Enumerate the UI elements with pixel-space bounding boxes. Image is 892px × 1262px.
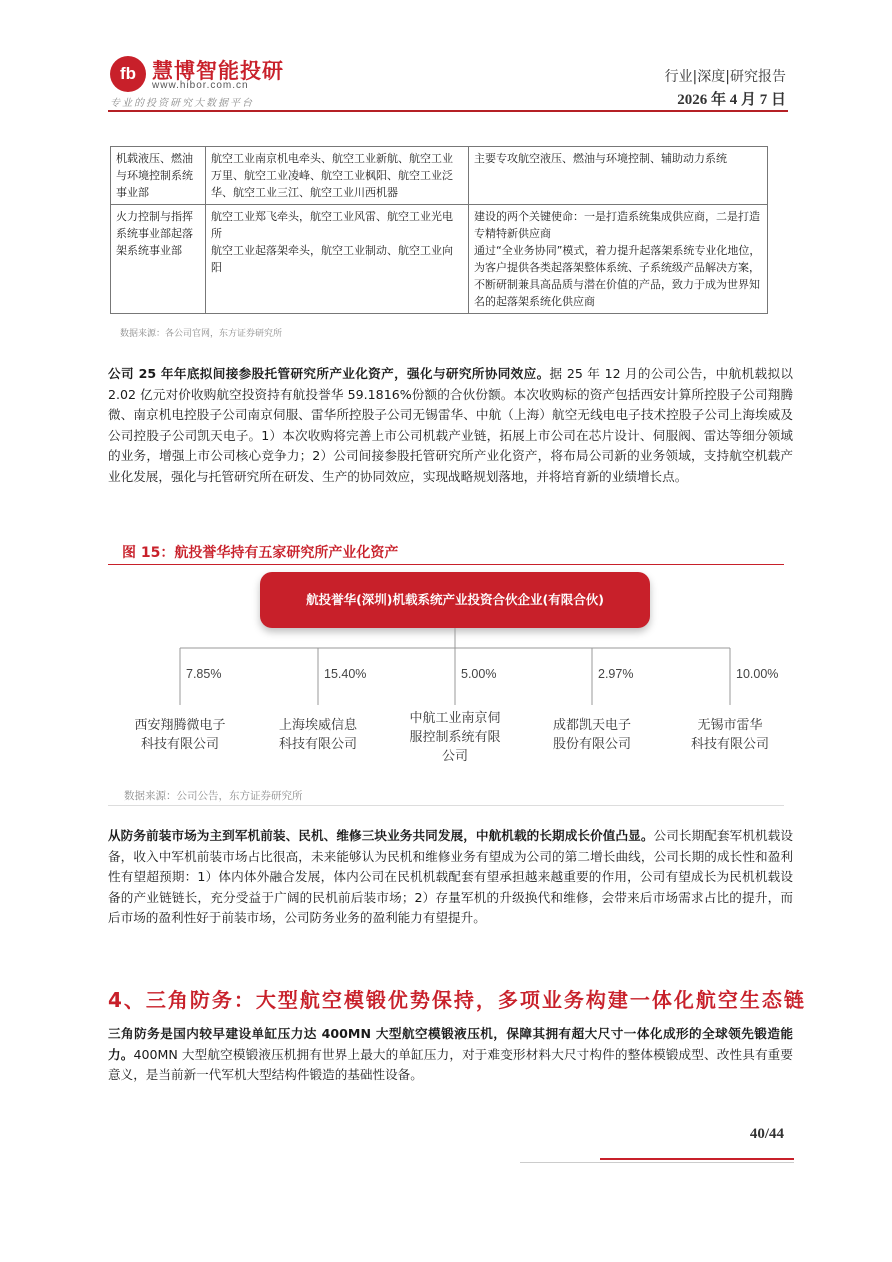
table-source: 数据来源：各公司官网，东方证券研究所 [120,329,283,339]
paragraph-lead: 公司 25 年年底拟间接参股托管研究所产业化资产，强化与研究所协同效应。 [108,366,550,381]
figure-source: 数据来源：公司公告，东方证券研究所 [124,790,303,802]
stake-percent: 7.85% [186,667,222,681]
subsidiary-name: 成都凯天电子 股份有限公司 [552,718,631,752]
mission-cell: 主要专攻航空液压、燃油与环境控制、辅助动力系统 [469,147,768,205]
subsidiary-name: 中航工业南京伺 服控制系统有限 公司 [409,711,501,764]
division-cell: 机载液压、燃油与环境控制系统事业部 [111,147,206,205]
parent-entity-box: 航投誉华(深圳)机载系统产业投资合伙企业(有限合伙) [260,572,650,628]
figure-title: 图 15：航投誉华持有五家研究所产业化资产 [122,545,399,561]
logo-slogan: 专业的投资研究大数据平台 [110,98,254,109]
stake-percent: 15.40% [324,667,367,681]
subsidiary-name: 上海埃威信息 科技有限公司 [278,718,357,752]
figure-bottom-rule [108,805,784,806]
stake-percent: 2.97% [598,667,634,681]
logo-url: www.hibor.com.cn [152,80,249,91]
report-date: 2026 年 4 月 7 日 [677,92,786,108]
paragraph-growth [108,826,793,929]
paragraph-body: 400MN 大型航空模锻液压机拥有世界上最大的单缸压力，对于难变形材料大尺寸构件的整体模锻成型、改性具有重要意义，是当前新一代军机大型结构件锻造的基础性设备。 [108,1046,794,1083]
division-cell: 火力控制与指挥系统事业部起落架系统事业部 [111,205,206,314]
paragraph-forging [108,1024,793,1086]
paragraph-lead: 从防务前装市场为主到军机前装、民机、维修三块业务共同发展，中航机载的长期成长价值凸显。 [108,828,654,843]
mission-cell: 建设的两个关键使命：一是打造系统集成供应商，二是打造专精特新供应商 通过“全业务协同”模式，着力提升起落架系统专业化地位，为客户提供各类起落架整体系统、子系统级产品解决方案，不断研制兼具高品质与潜在价值的产品，致力于成为世界知名的起落架系统化供应商 [469,205,768,314]
stake-percent: 5.00% [461,667,497,681]
stake-percent: 10.00% [736,667,779,681]
paragraph-lead: 三角防务是国内较早建设单缸压力达 400MN 大型航空模锻液压机，保障其拥有超大尺寸一体化成形的全球领先锻造能力。 [108,1026,793,1062]
section-heading: 4、三角防务：大型航空模锻优势保持，多项业务构建一体化航空生态链 [108,988,806,1012]
report-type: 行业|深度|研究报告 [664,69,786,85]
subsidiary-name: 无锡市雷华 科技有限公司 [690,718,769,752]
footer-accent-rule [600,1158,794,1160]
logo-name: 慧博智能投研 [152,59,284,83]
subsidiary-name: 西安翔腾微电子 科技有限公司 [134,718,226,752]
companies-cell: 航空工业郑飞牵头，航空工业风雷、航空工业光电所 航空工业起落架牵头，航空工业制动、航空工业向阳 [206,205,469,314]
companies-cell: 航空工业南京机电牵头、航空工业新航、航空工业万里、航空工业凌峰、航空工业枫阳、航空工业泛华、航空工业三江、航空工业川西机器 [206,147,469,205]
footer-rule [520,1162,794,1163]
page-number: 40/44 [749,1126,784,1142]
logo-icon: fb [110,56,146,92]
paragraph-body: 公司长期配套军机机载设备，收入中军机前装市场占比很高，未来能够认为民机和维修业务有望成为公司的第二增长曲线，公司长期的成长性和盈利性有望超预期：1）体内体外融合发展，体内公司在民机机载配套有望承担越来越重要的作用，公司有望成长为民机机载设备的产业链链长，充分受益于广阔的民机前后装市场；2）存量军机的升级换代和维修，会带来后市场需求占比的提升，而后市场的盈利性好于前装市场，公司防务业务的盈利能力有望提升。 [108,828,794,926]
paragraph-body: 据 25 年 12 月的公司公告，中航机载拟以 2.02 亿元对价收购航空投资持有航投誉华 59.1816%份额的合伙份额。本次收购标的资产包括西安计算所控股子公司翔腾微、南京机电控股子公司南京伺服、雷华所控股子公司无锡雷华、中航（上海）航空无线电电子技术控股子公司上海埃威及公司控股子公司凯天电子。1）本次收购将完善上市公司机载产业链，拓展上市公司在芯片设计、伺服阀、雷达等细分领域的业务，增强上市公司核心竞争力；2）公司间接参股托管研究所产业化资产，将布局公司新的业务领域，支持航空机载产业化发展，强化与托管研究所在研发、生产的协同效应，实现战略规划落地，并将培育新的业绩增长点。 [108,366,793,484]
